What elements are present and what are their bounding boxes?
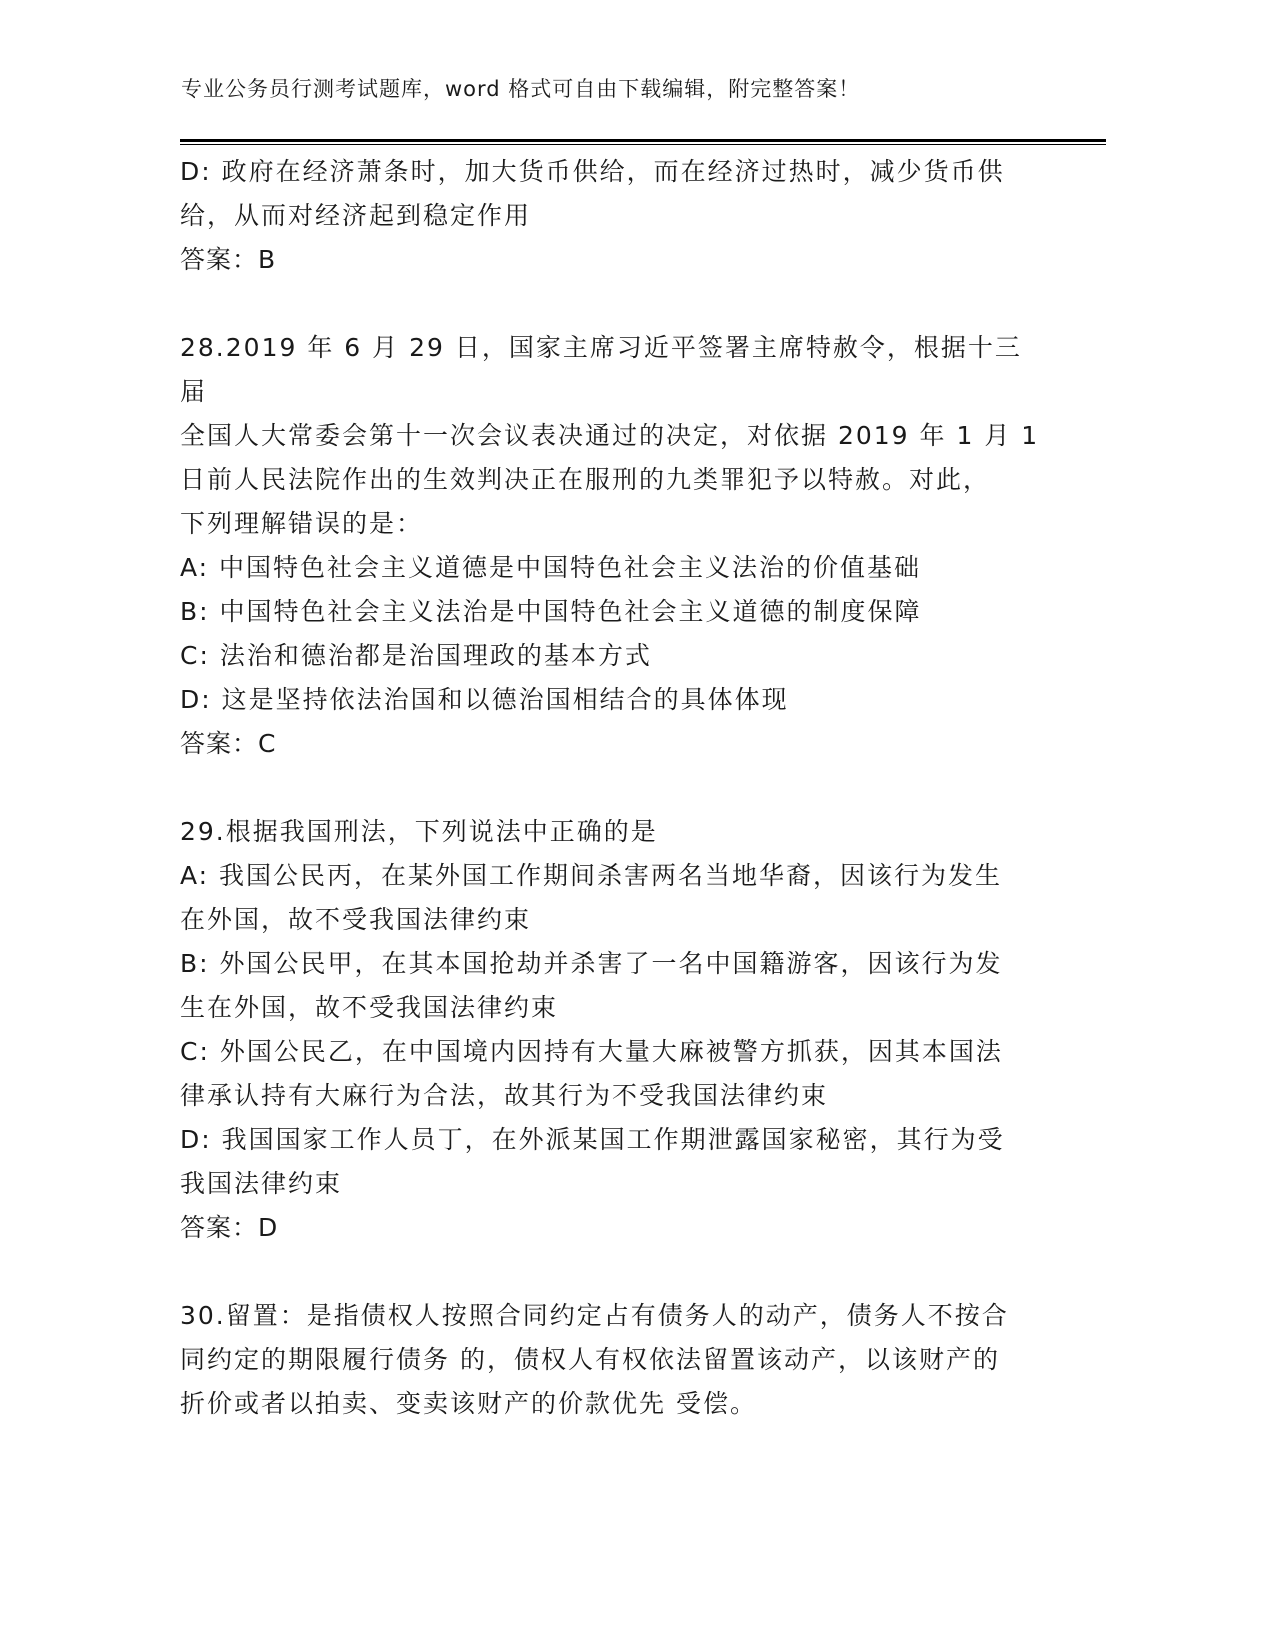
option-d: D: 这是坚持依法治国和以德治国相结合的具体体现 bbox=[180, 685, 789, 714]
option-b-line: 生在外国，故不受我国法律约束 bbox=[180, 993, 559, 1022]
question-stem-line: 全国人大常委会第十一次会议表决通过的决定，对依据 2019 年 1 月 1 bbox=[180, 421, 1040, 450]
header-rule-thin bbox=[180, 144, 1106, 145]
question-29 bbox=[180, 810, 1040, 1250]
question-stem-line: 29.根据我国刑法，下列说法中正确的是 bbox=[180, 817, 658, 846]
option-b-line: B: 外国公民甲，在其本国抢劫并杀害了一名中国籍游客，因该行为发 bbox=[180, 949, 1003, 978]
spacer bbox=[180, 1250, 1040, 1294]
option-d-line: 我国法律约束 bbox=[180, 1169, 343, 1198]
option-d-line: 给，从而对经济起到稳定作用 bbox=[180, 201, 532, 230]
option-b: B: 中国特色社会主义法治是中国特色社会主义道德的制度保障 bbox=[180, 597, 922, 626]
option-c-line: 律承认持有大麻行为合法，故其行为不受我国法律约束 bbox=[180, 1081, 829, 1110]
question-28 bbox=[180, 326, 1040, 766]
question-stem-line: 28.2019 年 6 月 29 日，国家主席习近平签署主席特赦令，根据十三届 bbox=[180, 333, 1022, 406]
question-30 bbox=[180, 1294, 1040, 1426]
question-stem-line: 30.留置：是指债权人按照合同约定占有债务人的动产，债务人不按合 bbox=[180, 1301, 1009, 1330]
answer-line: 答案：C bbox=[180, 729, 277, 758]
option-d-line: D: 我国国家工作人员丁，在外派某国工作期泄露国家秘密，其行为受 bbox=[180, 1125, 1005, 1154]
question-stem-line: 折价或者以拍卖、变卖该财产的价款优先 受偿。 bbox=[180, 1389, 757, 1418]
option-a: A: 中国特色社会主义道德是中国特色社会主义法治的价值基础 bbox=[180, 553, 922, 582]
question-stem-line: 同约定的期限履行债务 的，债权人有权依法留置该动产，以该财产的 bbox=[180, 1345, 1000, 1374]
prev-question-block bbox=[180, 150, 1040, 282]
question-stem-line: 日前人民法院作出的生效判决正在服刑的九类罪犯予以特赦。对此， bbox=[180, 465, 991, 494]
option-a-line: A: 我国公民丙，在某外国工作期间杀害两名当地华裔，因该行为发生 bbox=[180, 861, 1003, 890]
spacer bbox=[180, 766, 1040, 810]
option-c-line: C: 外国公民乙，在中国境内因持有大量大麻被警方抓获，因其本国法 bbox=[180, 1037, 1003, 1066]
option-a-line: 在外国，故不受我国法律约束 bbox=[180, 905, 532, 934]
question-stem-line: 下列理解错误的是： bbox=[180, 509, 424, 538]
answer-line: 答案：D bbox=[180, 1213, 279, 1242]
option-c: C: 法治和德治都是治国理政的基本方式 bbox=[180, 641, 652, 670]
header-rule-thick bbox=[180, 139, 1106, 142]
document-body bbox=[180, 150, 1040, 1426]
page-header: 专业公务员行测考试题库，word 格式可自由下载编辑，附完整答案！ bbox=[181, 77, 861, 101]
option-d-line: D: 政府在经济萧条时，加大货币供给，而在经济过热时，减少货币供 bbox=[180, 157, 1005, 186]
answer-line: 答案：B bbox=[180, 245, 277, 274]
spacer bbox=[180, 282, 1040, 326]
